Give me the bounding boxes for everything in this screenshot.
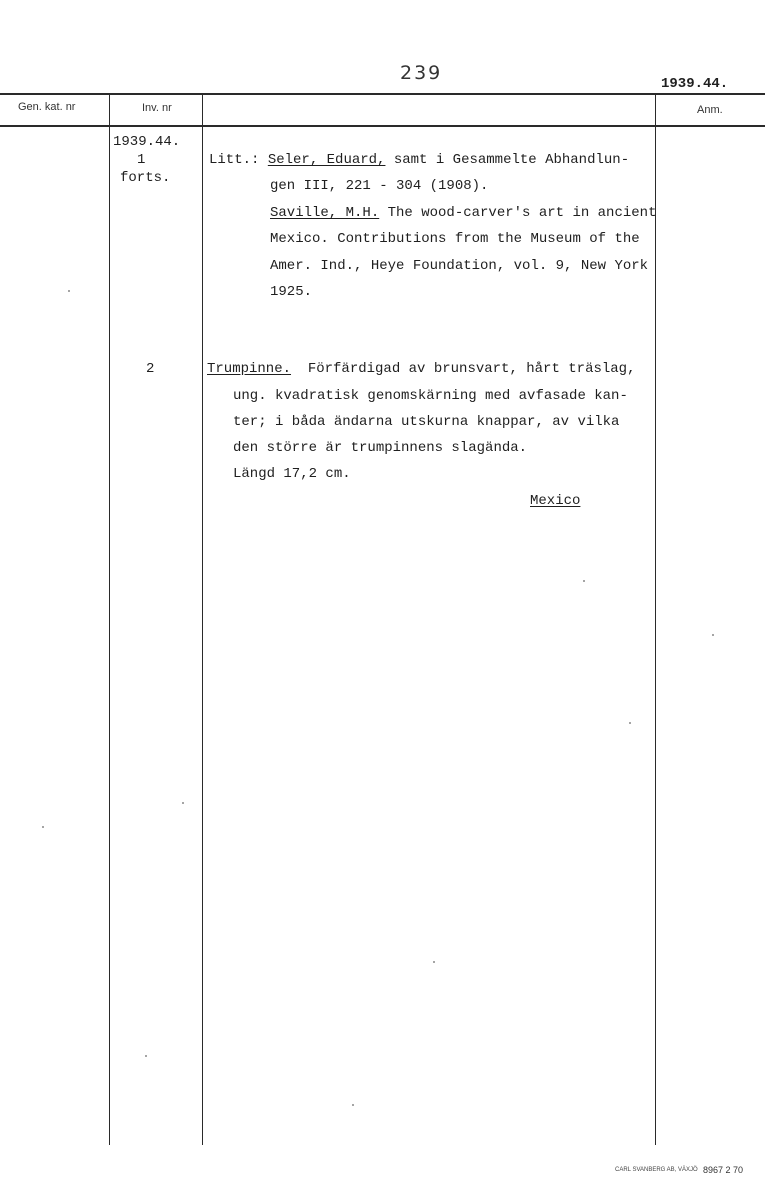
lit-line-1 xyxy=(209,152,629,168)
scan-speck xyxy=(629,722,631,724)
header-bottom-rule xyxy=(0,125,765,127)
lit-line-1-rest: samt i Gesammelte Abhandlun- xyxy=(385,152,630,168)
item2-line-1 xyxy=(207,361,635,377)
column-header-inv: Inv. nr xyxy=(142,102,172,114)
scan-speck xyxy=(42,826,44,828)
lit-line-5: Amer. Ind., Heye Foundation, vol. 9, New York xyxy=(270,258,649,274)
item2-title: Trumpinne. xyxy=(207,361,292,377)
column-rule-2 xyxy=(202,93,203,1145)
printer-imprint: CARL SVANBERG AB, VÄXJÖ xyxy=(615,1167,698,1173)
scan-speck xyxy=(433,961,435,963)
item2-line-2: ung. kvadratisk genomskärning med avfasade kan- xyxy=(233,388,628,404)
lit-line-2: gen III, 221 - 304 (1908). xyxy=(270,178,489,194)
inv-forts: forts. xyxy=(120,170,171,186)
item2-line-5: Längd 17,2 cm. xyxy=(233,466,351,482)
lit-author-seler: Seler, Eduard, xyxy=(267,152,386,168)
item2-line-1-rest: Förfärdigad av brunsvart, hårt träslag, xyxy=(291,361,636,377)
scan-speck xyxy=(182,802,184,804)
item2-line-4: den större är trumpinnens slagända. xyxy=(233,440,528,456)
page-number: 239 xyxy=(400,62,443,84)
lit-author-saville: Saville, M.H. xyxy=(270,205,380,221)
scan-speck xyxy=(352,1104,354,1106)
column-rule-1 xyxy=(109,93,110,1145)
item2-origin: Mexico xyxy=(530,493,581,509)
catalog-number: 1939.44. xyxy=(661,76,729,92)
inv-item-2: 2 xyxy=(146,361,155,377)
column-header-anm: Anm. xyxy=(697,104,723,116)
scan-speck xyxy=(583,580,585,582)
item2-line-3: ter; i båda ändarna utskurna knappar, av vilka xyxy=(233,414,620,430)
form-code: 8967 2 70 xyxy=(703,1165,744,1175)
lit-line-3 xyxy=(270,205,656,221)
header-top-rule xyxy=(0,93,765,95)
lit-prefix: Litt.: xyxy=(209,152,260,168)
column-rule-3 xyxy=(655,93,656,1145)
scan-speck xyxy=(68,290,70,292)
scan-speck xyxy=(145,1055,147,1057)
lit-line-6: 1925. xyxy=(270,284,313,300)
inv-year: 1939.44. xyxy=(113,134,181,150)
lit-line-4: Mexico. Contributions from the Museum of the xyxy=(270,231,640,247)
inv-item-1: 1 xyxy=(137,152,146,168)
scan-speck xyxy=(712,634,714,636)
column-header-gen-kat: Gen. kat. nr xyxy=(18,101,76,113)
lit-line-3-rest: The wood-carver's art in ancient xyxy=(379,205,657,221)
